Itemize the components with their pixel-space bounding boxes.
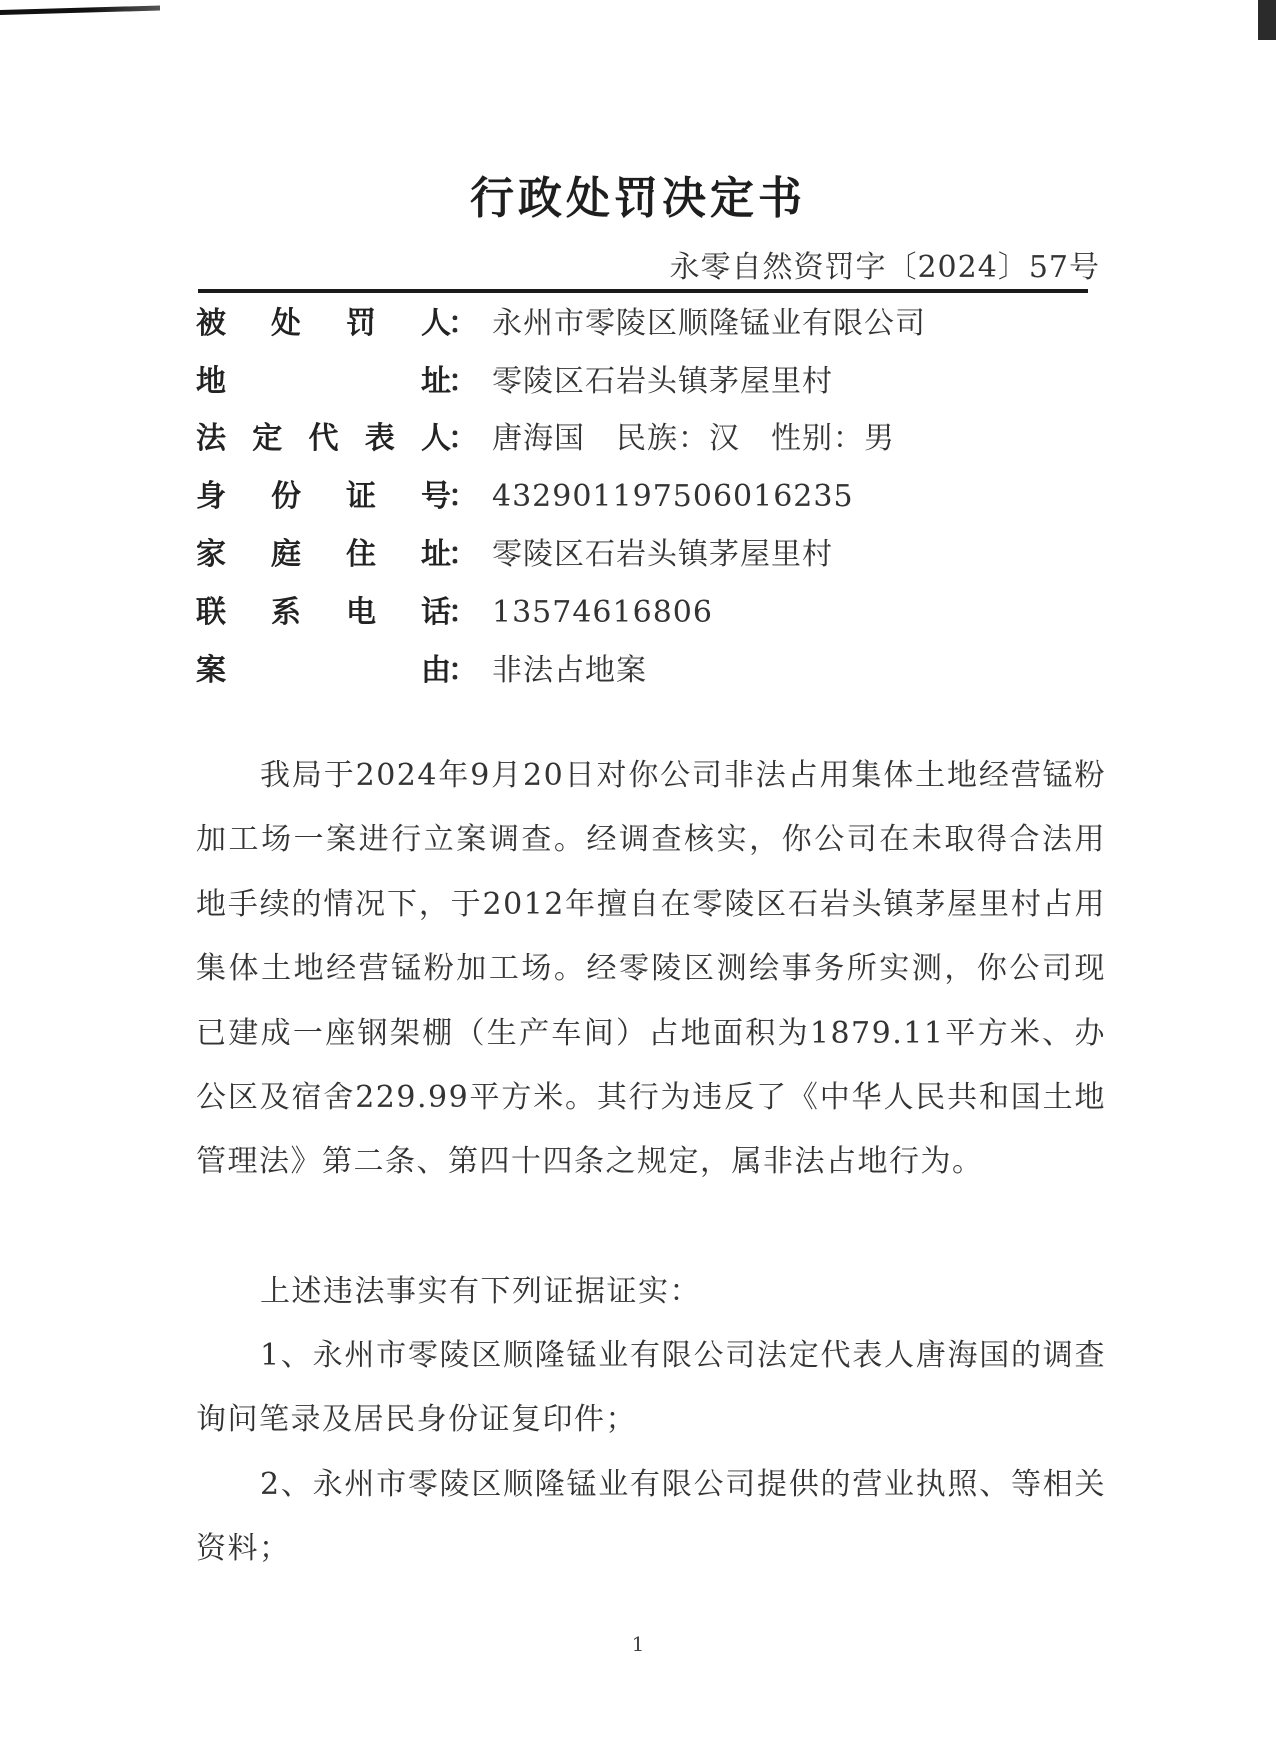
field-label: 案 由	[196, 653, 451, 688]
field-value: 432901197506016235	[492, 479, 854, 514]
body-paragraph-facts: 我局于2024年9月20日对你公司非法占用集体土地经营锰粉加工场一案进行立案调查。经调查核实，你公司在未取得合法用地手续的情况下，于2012年擅自在零陵区石岩头镇茅屋里村占用集体土地经营锰粉加工场。经零陵区测绘事务所实测，你公司现已建成一座钢架棚（生产车间）占地面积为1879.11平方米、办公区及宿舍229.99平方米。其行为违反了《中华人民共和国土地管理法》第二条、第四十四条之规定，属非法占地行为。	[196, 758, 1106, 1180]
scan-edge-mark	[0, 6, 160, 15]
field-value: 13574616806	[492, 595, 713, 630]
field-label: 身 份 证 号	[196, 479, 451, 514]
field-label: 被 处 罚 人	[196, 306, 451, 341]
field-value: 唐海国 民族：汉 性别：男	[492, 421, 895, 456]
document-number: 永零自然资罚字〔2024〕57号	[669, 250, 1100, 285]
field-value: 零陵区石岩头镇茅屋里村	[492, 537, 833, 572]
field-value: 零陵区石岩头镇茅屋里村	[492, 364, 833, 399]
body-paragraph-evidence-2: 2、永州市零陵区顺隆锰业有限公司提供的营业执照、等相关资料；	[196, 1467, 1106, 1567]
header-rule	[198, 289, 1088, 293]
field-value: 非法占地案	[492, 653, 647, 688]
scan-edge-mark	[1258, 0, 1276, 40]
field-label: 法 定 代 表 人	[196, 421, 451, 456]
body-paragraph-evidence-1: 1、永州市零陵区顺隆锰业有限公司法定代表人唐海国的调查询问笔录及居民身份证复印件；	[196, 1338, 1106, 1438]
field-value: 永州市零陵区顺隆锰业有限公司	[492, 306, 926, 341]
field-label: 地 址	[196, 364, 451, 399]
field-label: 联 系 电 话	[196, 595, 451, 630]
document-title: 行政处罚决定书	[470, 173, 806, 224]
page-number: 1	[631, 1632, 645, 1656]
field-label: 家 庭 住 址	[196, 537, 451, 572]
body-paragraph-evidence-intro: 上述违法事实有下列证据证实：	[260, 1274, 701, 1309]
